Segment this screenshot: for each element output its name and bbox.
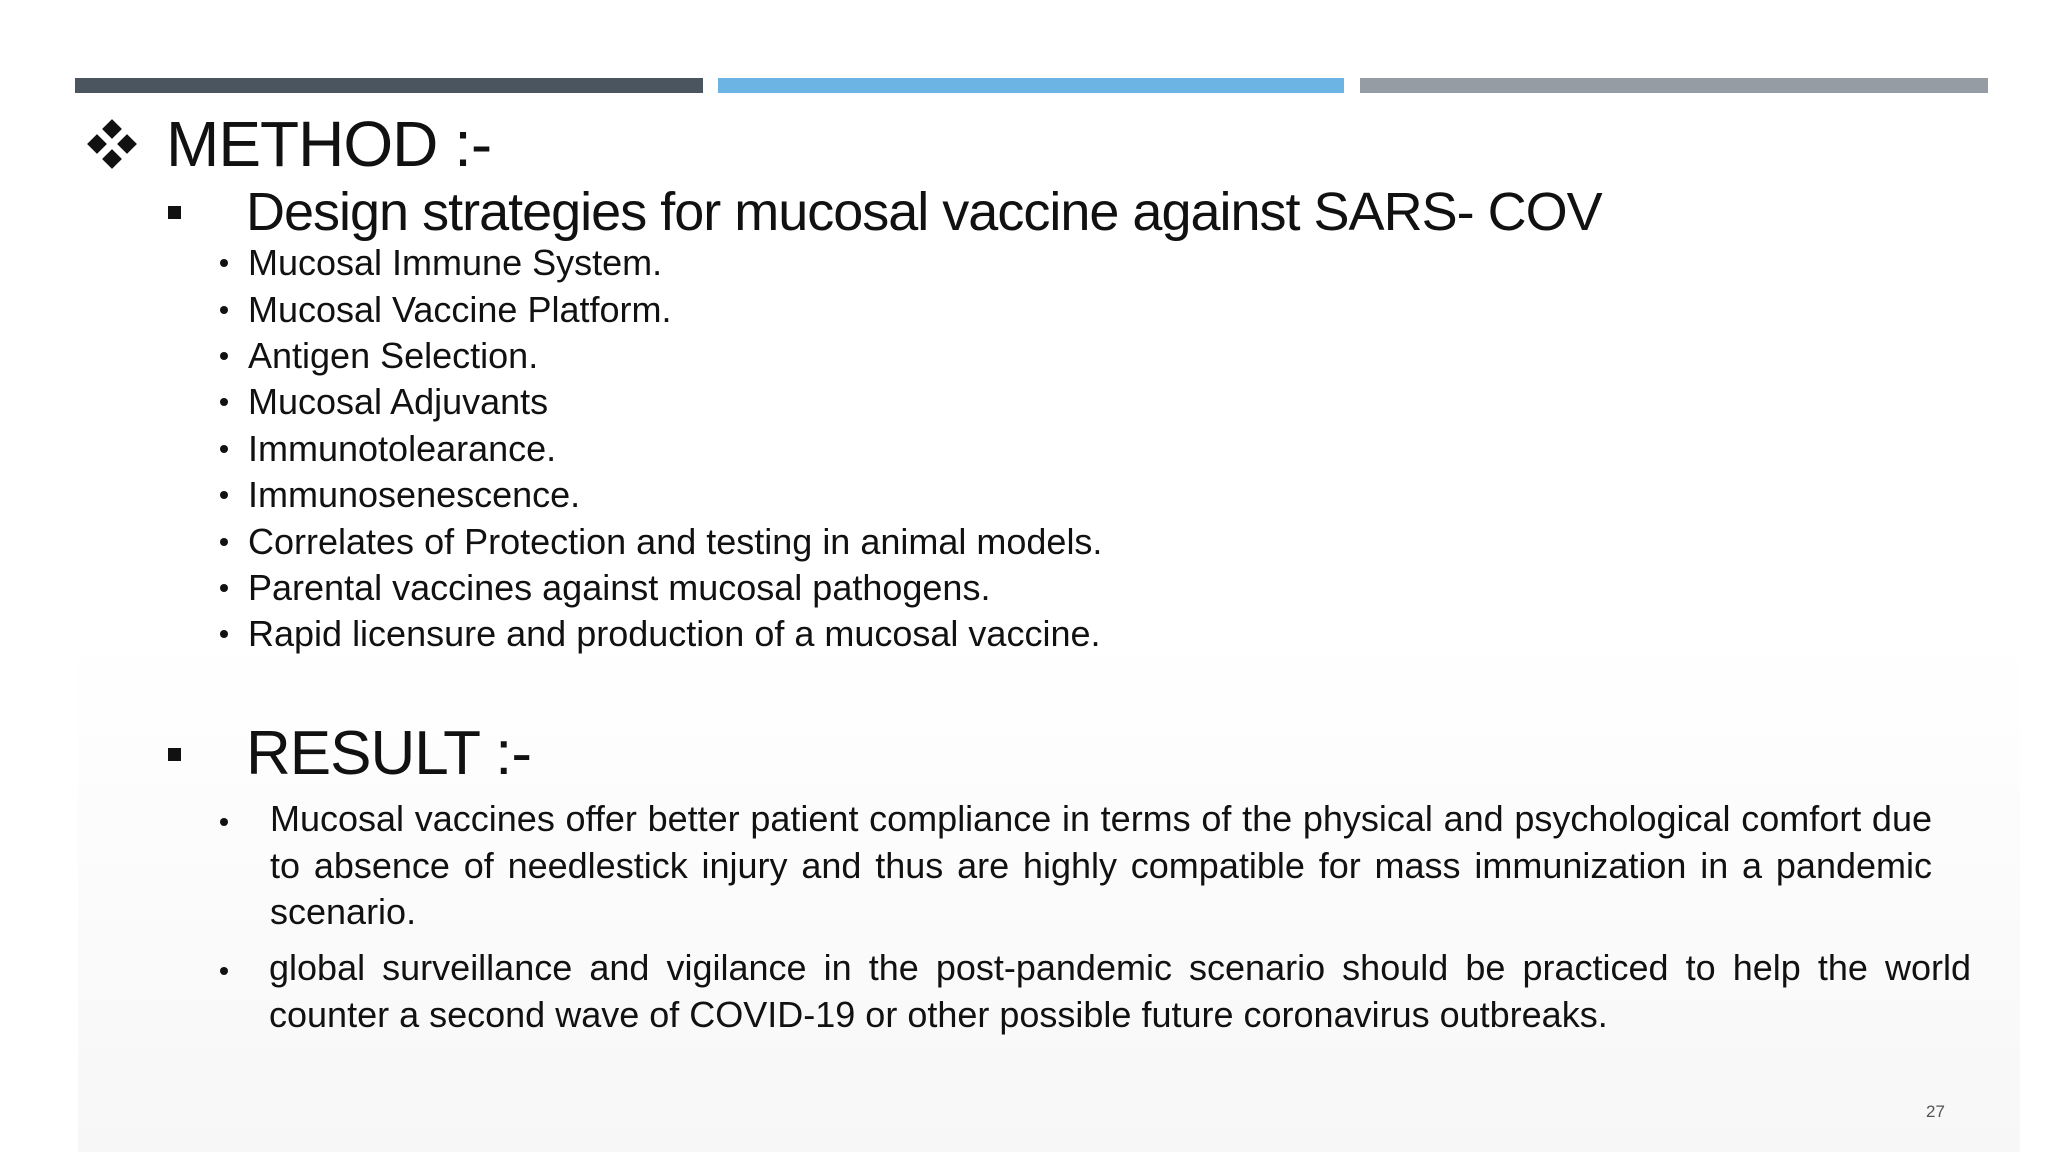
bullet-dot-icon: [220, 445, 228, 453]
list-item: [220, 611, 1102, 657]
bullet-dot-icon: [220, 538, 228, 546]
bullet-dot-icon: [220, 491, 228, 499]
list-item: [220, 945, 1971, 1038]
list-item-text: Mucosal Immune System.: [248, 242, 663, 284]
list-item-text: Immunotolearance.: [248, 427, 557, 469]
bullet-dot-icon: [220, 630, 228, 638]
list-item: [220, 518, 1102, 564]
result-item-text: Mucosal vaccines offer better patient compliance in terms of the physical and psychological comfort due to absence of needlestick injury and thus are highly compatible for mass immunization in a pandemic scenario.: [270, 798, 1932, 932]
design-strategies-section: [168, 180, 1602, 244]
list-item-text: Mucosal Vaccine Platform.: [248, 288, 672, 330]
four-diamond-bullet-icon: [88, 120, 136, 168]
bullet-dot-icon: [220, 306, 228, 314]
list-item: [220, 472, 1102, 518]
bullet-dot-icon: [220, 259, 228, 267]
list-item: [220, 426, 1102, 472]
header-bar-gray: [1360, 78, 1988, 93]
list-item: [220, 379, 1102, 425]
list-item: [220, 565, 1102, 611]
list-item-text: Immunosenescence.: [248, 474, 581, 516]
bullet-dot-icon: [220, 584, 228, 592]
method-section: [88, 104, 491, 184]
header-bar-dark: [75, 78, 703, 93]
method-heading: METHOD :-: [166, 108, 492, 180]
bullet-dot-icon: [220, 967, 228, 975]
list-item: [220, 240, 1102, 286]
list-item-text: Antigen Selection.: [248, 334, 539, 376]
result-section: [168, 718, 531, 790]
list-item-text: Parental vaccines against mucosal pathogens.: [248, 566, 991, 608]
result-item-text: global surveillance and vigilance in the post-pandemic scenario should be practiced to help the world counter a second wave of COVID-19 or other possible future coronavirus outbreaks.: [269, 947, 1971, 1035]
list-item-text: Rapid licensure and production of a mucosal vaccine.: [248, 613, 1101, 655]
page-number: 27: [1926, 1102, 1945, 1121]
bullet-dot-icon: [220, 352, 228, 360]
bullet-dot-icon: [220, 818, 228, 826]
list-item-text: Mucosal Adjuvants: [248, 381, 549, 423]
result-heading: RESULT :-: [246, 719, 531, 788]
design-strategies-list: [220, 240, 1102, 658]
list-item-text: Correlates of Protection and testing in animal models.: [248, 520, 1103, 562]
bullet-dot-icon: [220, 398, 228, 406]
design-strategies-heading: Design strategies for mucosal vaccine against SARS- COV: [246, 182, 1602, 242]
list-item: [220, 333, 1102, 379]
square-bullet-icon: [168, 206, 181, 219]
header-bar-blue: [718, 78, 1344, 93]
square-bullet-icon: [168, 748, 181, 761]
list-item: [220, 796, 1932, 936]
list-item: [220, 286, 1102, 332]
